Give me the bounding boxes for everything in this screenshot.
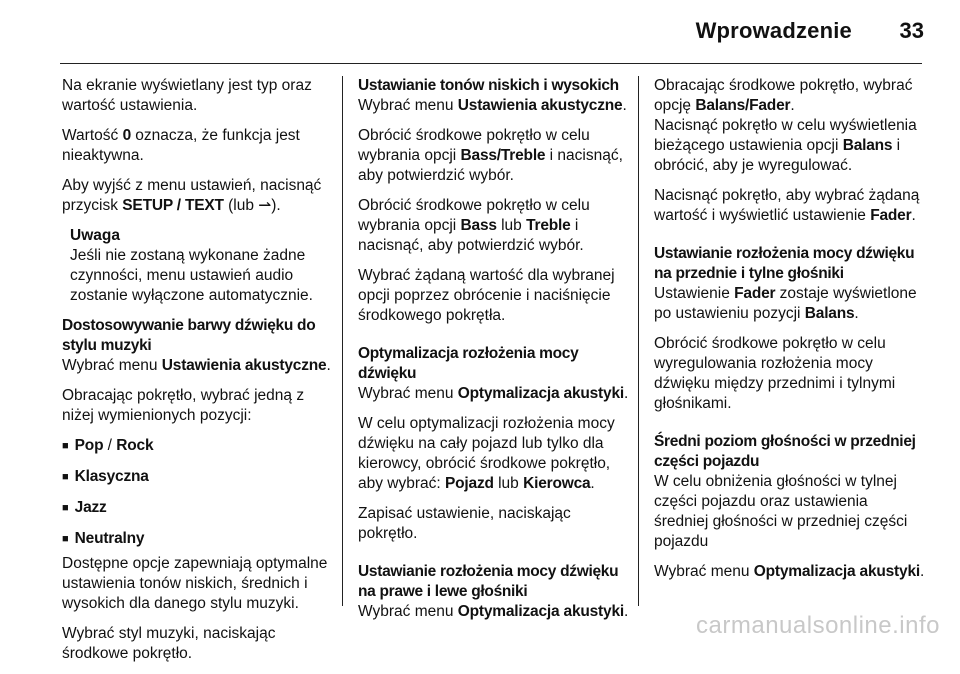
list-item: ■ Pop / Rock [62,436,334,457]
paragraph: Wybrać styl muzyki, naciskając środkowe pokrętło. [62,625,276,662]
paragraph: Obracając środkowe pokrętło, wybrać opcję Balans/Fader. Nacisnąć pokrętło w celu wyświetlenia bieżącego ustawienia opcji Balans i obrócić, aby je wyregulować. [654,77,917,174]
paragraph: Dostępne opcje zapewniają optymalne ustawienia tonów niskich, średnich i wysokich dla danego stylu muzyki. [62,555,328,612]
paragraph: W celu obniżenia głośności w tylnej części pojazdu oraz ustawienia średniej głośności w przedniej części pojazdu [654,473,908,550]
note-box [70,226,334,306]
music-style-list [62,436,334,550]
paragraph: Nacisnąć pokrętło, aby wybrać żądaną wartość i wyświetlić ustawienie Fader. [654,187,920,224]
paragraph: Wybrać menu Optymalizacja akustyki. [358,385,629,402]
column-3 [654,76,926,592]
section-heading: Dostosowywanie barwy dźwięku do stylu muzyki [62,317,316,354]
section-heading: Ustawianie rozłożenia mocy dźwięku na prawe i lewe głośniki [358,563,619,600]
paragraph: Obrócić środkowe pokrętło w celu wybrania opcji Bass lub Treble i nacisnąć, aby potwierdzić wybór. [358,197,590,254]
paragraph: Na ekranie wyświetlany jest typ oraz wartość ustawienia. [62,77,312,114]
paragraph: W celu optymalizacji rozłożenia mocy dźwięku na cały pojazd lub tylko dla kierowcy, obrócić środkowe pokrętło, aby wybrać: Pojazd lub Kierowca. [358,415,615,492]
section-heading: Ustawianie tonów niskich i wysokich [358,77,619,94]
note-title: Uwaga [70,227,120,244]
paragraph: Wybrać menu Ustawienia akustyczne. [358,97,627,114]
list-item: ■ Neutralny [62,529,334,550]
watermark: carmanualsonline.info [696,612,940,639]
page-number: 33 [899,18,924,43]
list-item: ■ Klasyczna [62,467,334,488]
column-divider-2 [638,76,639,606]
column-2 [358,76,630,632]
section-heading: Optymalizacja rozłożenia mocy dźwięku [358,345,579,382]
section-heading: Ustawianie rozłożenia mocy dźwięku na przednie i tylne głośniki [654,245,915,282]
header-divider [60,63,922,64]
paragraph: Obracając pokrętło, wybrać jedną z niżej wymienionych pozycji: [62,387,305,424]
column-divider-1 [342,76,343,606]
paragraph: Wybrać żądaną wartość dla wybranej opcji poprzez obrócenie i naciśnięcie środkowego pokrętła. [358,267,615,324]
section-heading: Średni poziom głośności w przedniej części pojazdu [654,433,916,470]
paragraph: Aby wyjść z menu ustawień, nacisnąć przycisk SETUP / TEXT (lub ⇀). [62,177,322,214]
paragraph: Wybrać menu Ustawienia akustyczne. [62,357,331,374]
page-header-title: Wprowadzenie [695,18,852,43]
paragraph: Wybrać menu Optymalizacja akustyki. [358,603,629,620]
paragraph: Wartość 0 oznacza, że funkcja jest nieaktywna. [62,127,300,164]
note-text: Jeśli nie zostaną wykonane żadne czynności, menu ustawień audio zostanie wyłączone automatycznie. [70,247,313,304]
paragraph: Obrócić środkowe pokrętło w celu wyregulowania rozłożenia mocy dźwięku między przednimi i tylnymi głośnikami. [654,335,896,412]
paragraph: Wybrać menu Optymalizacja akustyki. [654,563,925,580]
column-1 [62,76,334,674]
paragraph: Ustawienie Fader zostaje wyświetlone po ustawieniu pozycji Balans. [654,285,917,322]
paragraph: Obrócić środkowe pokrętło w celu wybrania opcji Bass/Treble i nacisnąć, aby potwierdzić wybór. [358,127,623,184]
list-item: ■ Jazz [62,498,334,519]
paragraph: Zapisać ustawienie, naciskając pokrętło. [358,505,571,542]
